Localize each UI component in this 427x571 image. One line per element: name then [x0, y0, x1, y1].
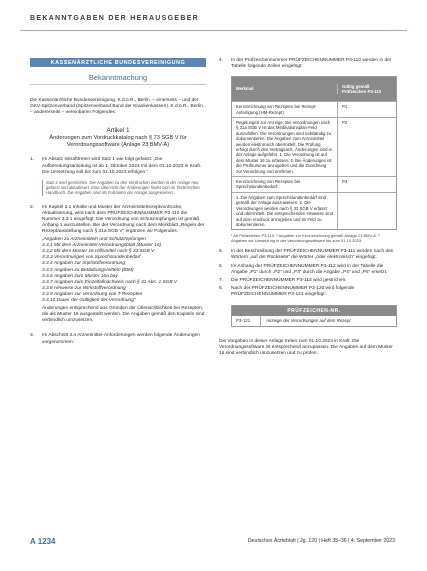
intro-paragraph: Die Kassenärztliche Bundesvereinigung, K.d.ö.R., Berlin, – einerseits – und der GKV-Spitzenverband (Spitzenverband Bund der Krankenkassen), K.d.ö.R., Berlin, – andererseits – vereinbaren Folgendes:: [30, 98, 205, 116]
list-item: 3.3.3 Verordnungen von Sprechstundenbedarf: [42, 255, 141, 261]
table-header: [232, 77, 396, 101]
article-title: Artikel 1: [106, 127, 130, 135]
amendment-list: [42, 237, 206, 324]
section-8: [219, 286, 395, 298]
section-4: [219, 58, 395, 70]
section-number: 6.: [219, 263, 224, 269]
list-item: 3.3.7 Angaben zum Einzelfallnachweis nach § 31 Abs. 1 SGB V: [42, 279, 178, 285]
organization-banner: KASSENÄRZTLICHE BUNDESVEREINIGUNG: [30, 58, 206, 67]
amendment-table: [231, 76, 397, 230]
list-item: 3.3.1 Mit dem Arzneimittel-Verordnungsblatt (Muster 16): [42, 243, 162, 249]
table-row: [232, 117, 396, 176]
header-bar: [20, 8, 407, 30]
table-footnotes: ¹ Ab Prüfzeichen P3-110. ² Angaben zur Kennzeichnung gemäß Anlage 23 BMV-Ä. ³ Angaben zur Umsetzung in der Verordnungssoftware bis zum 01.10.2023.: [231, 233, 380, 244]
section-number: 2.: [30, 204, 35, 210]
section-text: In der Prüfzeichennummer PRÜFZEICHENNUMMER P3-110 werden in der Tabelle folgende Zeilen eingefügt:: [231, 58, 392, 70]
section-number: 5.: [219, 249, 224, 255]
section-text: Im Kapitel 3.1 Inhalte und Muster der Arzneimittelrezeptvordrucke, Aktualisierung, wird nach dem PRÜFZEICHENNUMMER P3-110 die Nummer 3.3.1 eingefügt: Die Verordnung von Schutzimpfungen ist gemäß Anhang 1 auszustellen. Bei der Verordnung nach dem Merkblatt „Regeln der Rezeptausstellung nach § 31a SGB V“ ergänzen wir Folgendes:: [42, 204, 205, 235]
table-row: [232, 316, 396, 326]
closing-paragraph: Die Vorgaben in dieser Anlage treten zum 01.10.2023 in Kraft. Die Verordnungssoftware ist entsprechend anzupassen. Die Angaben auf dem Muster 16 sind verbindlich umzusetzen und zu prüfen.: [219, 338, 393, 357]
table-header-cell: Gültig gemäß Prüfzeichen P3-110: [342, 83, 382, 95]
section-3: [30, 333, 206, 345]
article-subtitle: Änderungen zum Vordruckkatalog nach § 73 SGB V für Verordnungssoftware (Anlage 23 BMV-Ä): [49, 135, 187, 148]
table-cell: Kennzeichnung von Rezepten bei Sprechstundenbedarf:: [232, 177, 338, 192]
table-cell: P3: [342, 179, 348, 185]
section-text: Im Anhang der PRÜFZEICHENNUMMER P3-112 wird in der Tabelle die Angabe „P1“ durch „P2“ und „P3“ durch die Angabe „P4“ und „P5“ ersetzt.: [231, 263, 388, 275]
list-item: „Angaben zu Arzneimitteln und Schutzimpfungen: [42, 237, 146, 243]
table-row: [232, 101, 396, 117]
page-number: A 1234: [30, 537, 56, 546]
notice-title: Bekanntmachung: [30, 73, 206, 85]
table-row: [232, 176, 396, 192]
table-cell: 1. Die Angaben zum Sprechstundenbedarf sind gemäß der Anlage auszuweisen. 2. Die Verordnungen werden nach § 33 SGB V erfasst und übermittelt. Die entsprechenden Hinweise sind auf dem Vordruck anzugeben und im Feld zu dokumentieren.: [232, 193, 338, 229]
list-item: 3.3.8 Hinweise zur Wirkstoffverordnung: [42, 285, 126, 291]
table-header-cell: Merkmal: [232, 84, 338, 93]
section-2: [30, 205, 206, 235]
list-item: 3.3.9 Angaben zur Verordnung von T-Rezepten: [42, 291, 143, 297]
left-column: [30, 58, 206, 346]
table-row: [232, 192, 396, 229]
table-cell: Kennzeichnung von Rezepten bei Rezept-Anfertigung (HM-Rezept): [232, 102, 338, 117]
section-text: In der Beschreibung der PRÜFZEICHENNUMMER P3-111 werden nach den Wörtern „auf der Rückseite“ die Wörter „oder elektronisch“ eingefügt.: [231, 249, 394, 261]
section-6: [219, 264, 395, 276]
test-code-table: [231, 305, 397, 327]
section-number: 1.: [30, 157, 35, 163]
journal-citation: Deutsches Ärzteblatt | Jg. 120 | Heft 35–36 | 4. September 2023: [247, 538, 395, 544]
table-cell: P1: [342, 104, 348, 110]
table-cell: Regelungen zur Anzeige: Bei Verordnungen nach § 31a SGB V ist das Medikationsplan-Feld auszufüllen. Die Verordnungen sind vollständig zu dokumentieren. Die Angaben zum Arzneimittel werden elektronisch übermittelt. Die Prüfung erfolgt durch den Vertragsarzt. Änderungen sind in der Anlage aufgeführt. 1. Die Verordnung ist auf dem Muster 16 zu erfassen. 2. Bei Änderungen ist die Prüfnummer anzugeben und die Zuordnung zur Verordnung vorzunehmen.: [232, 118, 338, 176]
list-item: 3.3.6 Angaben zum Muster 16a bay: [42, 273, 118, 279]
section-note: Satz 2 wird gestrichen. Die Angaben zu den Vordrucken werden in der Anlage neu gefasst und aktualisiert. Eine Übersicht der Änderungen findet sich im Technischen Handbuch. Die Angaben sind als Fußnoten der Anlage ausgewiesen.: [42, 180, 206, 196]
table-header: PRÜFZEICHEN-NR.: [232, 306, 396, 316]
section-text: Nach der PRÜFZEICHENNUMMER P3-120 wird folgende PRÜFZEICHENNUMMER P3-121 eingefügt:: [231, 285, 355, 297]
list-item: 3.3.10 Dauer der Gültigkeit der Verordnung“: [42, 298, 136, 304]
list-item: 3.3.2 Mit dem Muster 16 Hilfsmittel nach § 33 SGB V: [42, 249, 155, 255]
section-number: 4.: [219, 58, 224, 63]
table-cell: P3-121: [232, 316, 261, 326]
list-item: 3.3.5 Angaben zu Betäubungsmitteln (BtM): [42, 267, 134, 273]
section-7: [219, 278, 395, 284]
section-header-title: BEKANNTGABEN DER HERAUSGEBER: [30, 15, 200, 22]
section-number: 7.: [219, 277, 224, 283]
section-text: Im Abschnitt 3.4 Arzneimittel-Anforderungen werden folgende Änderungen vorgenommen:: [42, 333, 200, 345]
table-cell: P2: [342, 120, 348, 125]
section-text: Die PRÜFZEICHENNUMMER P3-113 wird gestrichen.: [231, 277, 347, 283]
section-5: [219, 249, 395, 261]
section-number: 3.: [30, 333, 35, 339]
table-cell: [338, 193, 396, 229]
list-item: 3.3.4 Angaben zur Impfstoffverordnung: [42, 261, 126, 267]
section-number: 8.: [219, 285, 224, 291]
header-divider: [20, 30, 407, 31]
right-column: [219, 58, 395, 357]
section-1: [30, 157, 206, 175]
table-cell: Anzeige der Verordnungen auf dem Rezept: [266, 317, 351, 323]
amendment-tail: Änderungen entsprechend aus Gründen der Übersichtlichkeit bei Rezepten, die als Muster 16 ausgestellt werden. Die Angaben gemäß den Kapiteln sind verbindlich umzusetzen.: [42, 306, 205, 324]
section-text: Im Absatz Inkrafttreten wird Satz 1 wie folgt gefasst: „Die Aufbereitungsanleitung ist ab 1. Oktober 2023 mit dem 01.10.2023 in Kraft. Die Umsetzung soll bis zum 01.10.2023 erfolgen.“: [42, 157, 202, 175]
